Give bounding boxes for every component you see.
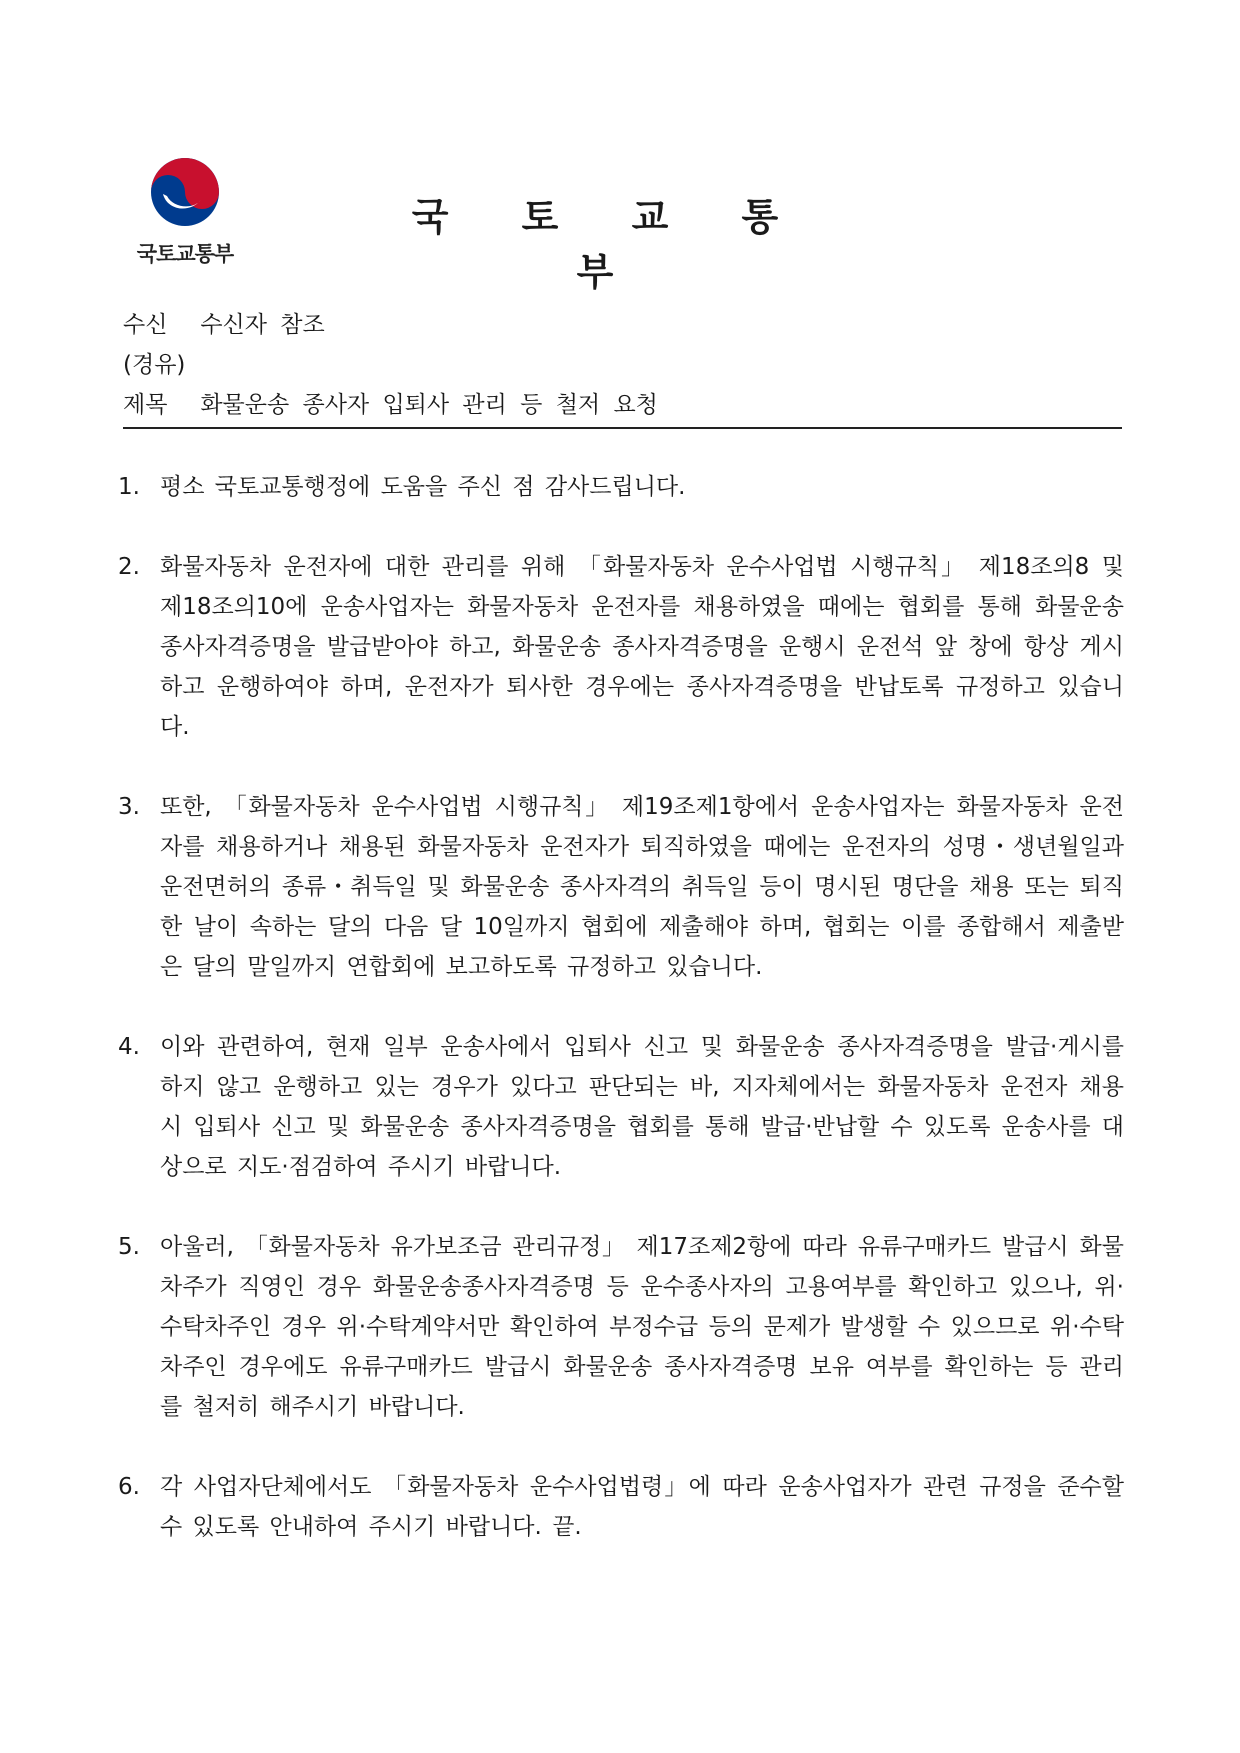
document-body [118, 467, 1124, 1587]
subject-divider [123, 427, 1122, 429]
paragraph-number: 1. [118, 474, 140, 500]
paragraph-number: 5. [118, 1234, 140, 1260]
subject-row [123, 385, 1123, 425]
recipient-label: 수신 [123, 312, 168, 338]
recipient-row [123, 305, 1123, 345]
paragraph-4 [118, 1027, 1124, 1187]
paragraph-number: 4. [118, 1034, 140, 1060]
via-label: (경유) [123, 352, 186, 378]
paragraph-6 [118, 1467, 1124, 1547]
subject-value: 화물운송 종사자 입퇴사 관리 등 철저 요청 [200, 392, 658, 418]
paragraph-text: 아울러, 「화물자동차 유가보조금 관리규정」 제17조제2항에 따라 유류구매카드 발급시 화물차주가 직영인 경우 화물운송종사자격증명 등 운수종사자의 고용여부를 확인하고 있으나, 위·수탁차주인 경우 위·수탁계약서만 확인하여 부정수급 등의 문제가 발생할 수 있으므로 위·수탁차주인 경우에도 유류구매카드 발급시 화물운송 종사자격증명 보유 여부를 확인하는 등 관리를 철저히 해주시기 바랍니다. [160, 1234, 1124, 1420]
recipient-value: 수신자 참조 [200, 312, 325, 338]
paragraph-text: 평소 국토교통행정에 도움을 주신 점 감사드립니다. [160, 474, 686, 500]
paragraph-number: 3. [118, 794, 140, 820]
organization-title: 국 토 교 통 부 [411, 195, 809, 294]
ministry-logo [126, 156, 244, 268]
taegeuk-emblem-icon [149, 156, 221, 228]
paragraph-2 [118, 547, 1124, 747]
paragraph-3 [118, 787, 1124, 987]
via-row [123, 345, 1123, 385]
document-meta [123, 305, 1123, 425]
paragraph-number: 6. [118, 1474, 140, 1500]
paragraph-5 [118, 1227, 1124, 1427]
logo-text: 국토교통부 [136, 242, 234, 266]
paragraph-number: 2. [118, 554, 140, 580]
paragraph-1 [118, 467, 1124, 507]
paragraph-text: 또한, 「화물자동차 운수사업법 시행규칙」 제19조제1항에서 운송사업자는 화물자동차 운전자를 채용하거나 채용된 화물자동차 운전자가 퇴직하였을 때에는 운전자의 성명・생년월일과 운전면허의 종류・취득일 및 화물운송 종사자격의 취득일 등이 명시된 명단을 채용 또는 퇴직한 날이 속하는 달의 다음 달 10일까지 협회에 제출해야 하며, 협회는 이를 종합해서 제출받은 달의 말일까지 연합회에 보고하도록 규정하고 있습니다. [160, 794, 1124, 980]
paragraph-text: 각 사업자단체에서도 「화물자동차 운수사업법령」에 따라 운송사업자가 관련 규정을 준수할 수 있도록 안내하여 주시기 바랍니다. 끝. [160, 1474, 1124, 1540]
paragraph-text: 화물자동차 운전자에 대한 관리를 위해 「화물자동차 운수사업법 시행규칙」 제18조의8 및 제18조의10에 운송사업자는 화물자동차 운전자를 채용하였을 때에는 협회를 통해 화물운송 종사자격증명을 발급받아야 하고, 화물운송 종사자격증명을 운행시 운전석 앞 창에 항상 게시하고 운행하여야 하며, 운전자가 퇴사한 경우에는 종사자격증명을 반납토록 규정하고 있습니다. [160, 554, 1124, 740]
subject-label: 제목 [123, 392, 168, 418]
paragraph-text: 이와 관련하여, 현재 일부 운송사에서 입퇴사 신고 및 화물운송 종사자격증명을 발급·게시를 하지 않고 운행하고 있는 경우가 있다고 판단되는 바, 지자체에서는 화물자동차 운전자 채용시 입퇴사 신고 및 화물운송 종사자격증명을 협회를 통해 발급·반납할 수 있도록 운송사를 대상으로 지도·점검하여 주시기 바랍니다. [160, 1034, 1124, 1180]
